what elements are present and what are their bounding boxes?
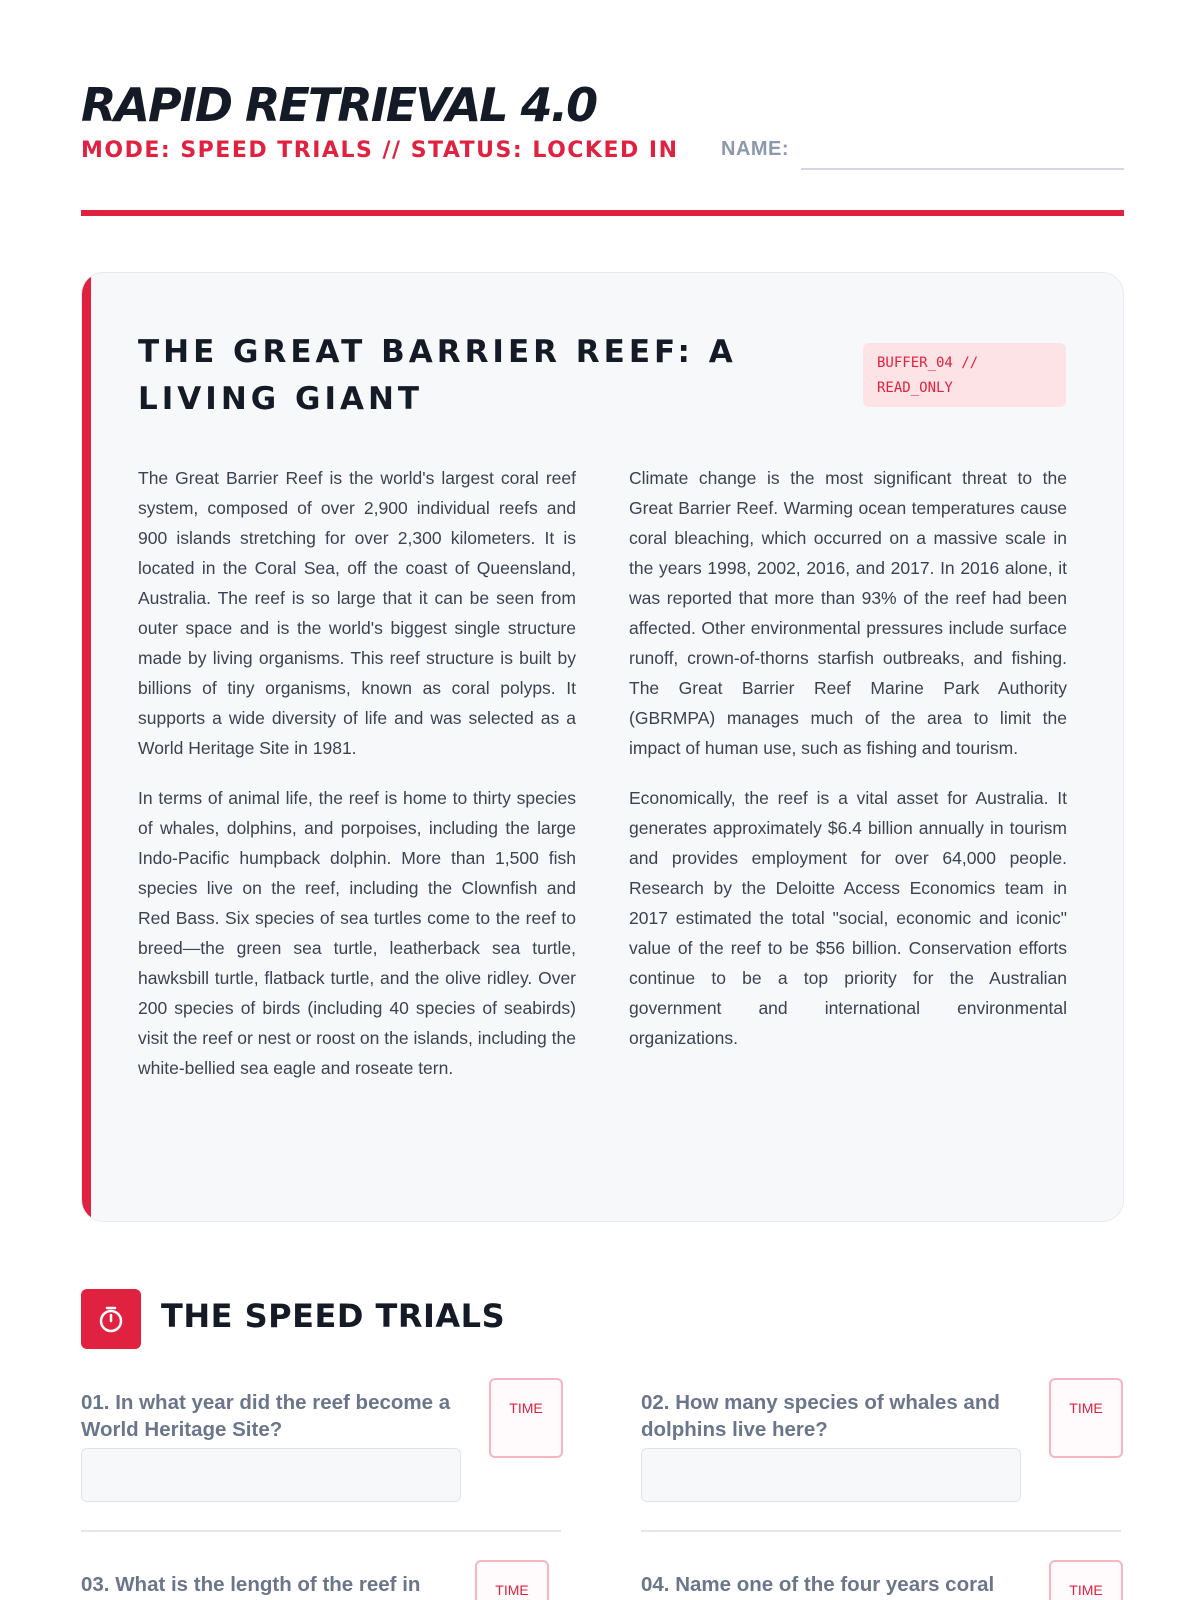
question-text: 03. What is the length of the reef in xyxy=(81,1573,421,1596)
speed-trials-heading xyxy=(81,1289,681,1349)
passage-column-left xyxy=(138,463,576,1103)
header-divider xyxy=(81,210,1124,216)
page-header xyxy=(81,76,1124,163)
passage-paragraph: Economically, the reef is a vital asset for Australia. It generates approximately $6.4 billion annually in tourism and provides employment for over 64,000 people. Research by the Deloitte Access Economics team in 2017 estimated the total "social, economic and iconic" value of the reef to be $56 billion. Conservation efforts continue to be a top priority for the Australian government and international environmental organizations. xyxy=(629,788,1067,1048)
answer-input[interactable] xyxy=(641,1448,1021,1502)
answer-input[interactable] xyxy=(81,1448,461,1502)
buffer-tag: BUFFER_04 // READ_ONLY xyxy=(863,343,1066,407)
stopwatch-icon xyxy=(81,1289,141,1349)
time-box[interactable]: TIME xyxy=(1049,1378,1123,1458)
time-box[interactable]: TIME xyxy=(489,1378,563,1458)
passage-paragraph: Climate change is the most significant threat to the Great Barrier Reef. Warming ocean temperatures cause coral bleaching, which occurred on a massive scale in the years 1998, 2002, 2016, and 2017. In 2016 alone, it was reported that more than 93% of the reef had been affected. Other environmental pressures include surface runoff, crown-of-thorns starfish outbreaks, and fishing. The Great Barrier Reef Marine Park Authority (GBRMPA) manages much of the area to limit the impact of human use, such as fishing and tourism. xyxy=(629,468,1067,758)
question-text: 01. In what year did the reef become a World Heritage Site? xyxy=(81,1391,451,1441)
mode-status-line: MODE: SPEED TRIALS // STATUS: LOCKED IN xyxy=(81,138,679,163)
time-box[interactable]: TIME xyxy=(1049,1560,1123,1600)
passage-column-right xyxy=(629,463,1067,1073)
page-title: RAPID RETRIEVAL 4.0 xyxy=(81,78,597,132)
passage-paragraph: In terms of animal life, the reef is home to thirty species of whales, dolphins, and porpoises, including the large Indo-Pacific humpback dolphin. More than 1,500 fish species live on the reef, including the Clownfish and Red Bass. Six species of sea turtles come to the reef to breed—the green sea turtle, leatherback sea turtle, hawksbill turtle, flatback turtle, and the olive ridley. Over 200 species of birds (including 40 species of seabirds) visit the reef or nest or roost on the islands, including the white-bellied sea eagle and roseate tern. xyxy=(138,788,576,1078)
question-text: 02. How many species of whales and dolphins live here? xyxy=(641,1391,1000,1441)
card-accent-bar xyxy=(82,273,91,1221)
passage-paragraph: The Great Barrier Reef is the world's largest coral reef system, composed of over 2,900 individual reefs and 900 islands stretching for over 2,300 kilometers. It is located in the Coral Sea, off the coast of Queensland, Australia. The reef is so large that it can be seen from outer space and is the world's biggest single structure made by living organisms. This reef structure is built by billions of tiny organisms, known as coral polyps. It supports a wide diversity of life and was selected as a World Heritage Site in 1981. xyxy=(138,468,576,758)
question-divider xyxy=(81,1530,561,1532)
name-label: NAME: xyxy=(721,138,790,160)
section-title: THE SPEED TRIALS xyxy=(161,1297,506,1335)
reading-passage-card xyxy=(81,272,1124,1222)
question-text: 04. Name one of the four years coral xyxy=(641,1573,995,1596)
question-divider xyxy=(641,1530,1121,1532)
time-box[interactable]: TIME xyxy=(475,1560,549,1600)
name-field[interactable] xyxy=(801,168,1124,170)
passage-title: THE GREAT BARRIER REEF: A LIVING GIANT xyxy=(138,334,737,417)
